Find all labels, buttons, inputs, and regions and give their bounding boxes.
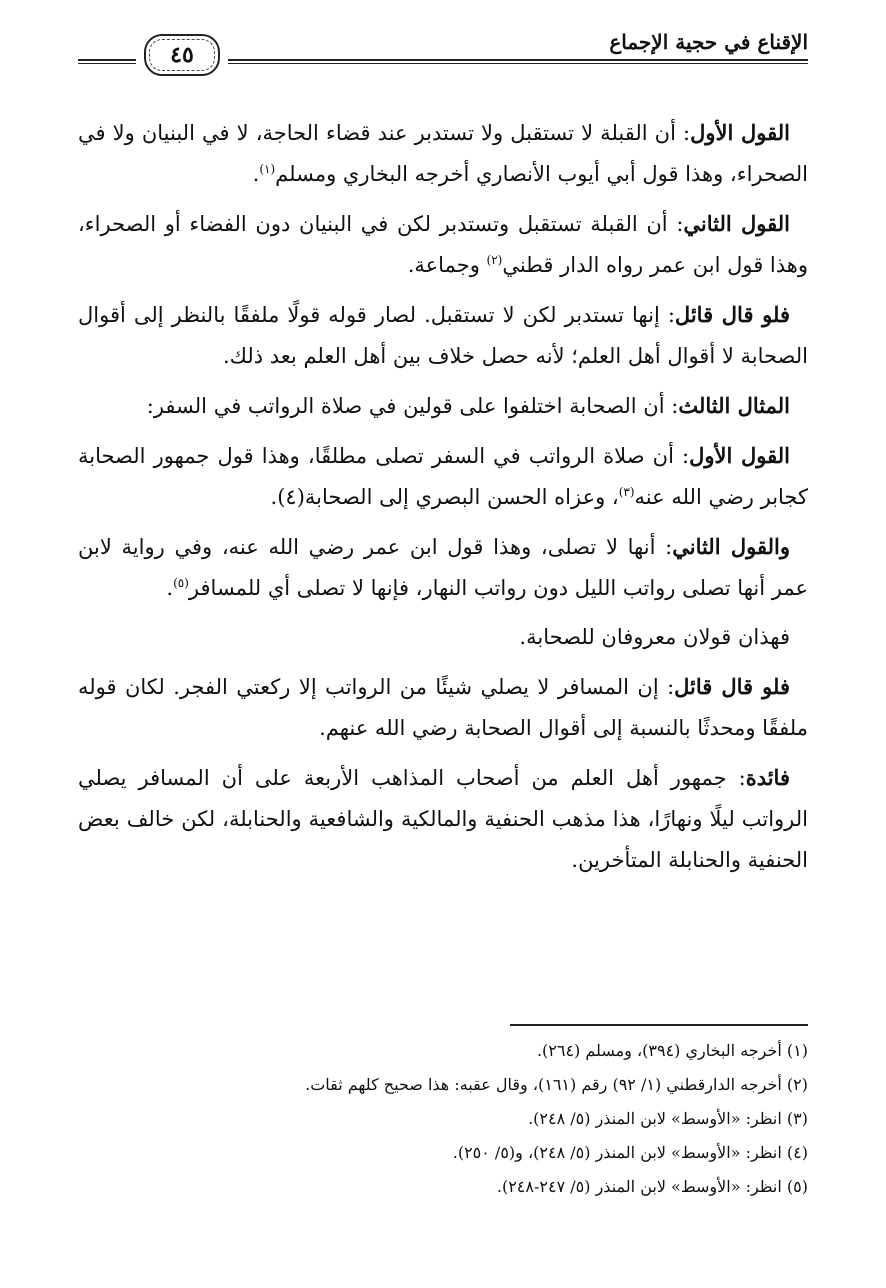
paragraph-text: فهذان قولان معروفان للصحابة.: [519, 625, 790, 649]
paragraph: [78, 294, 808, 377]
footnote: (٤) انظر: «الأوسط» لابن المنذر (٥/ ٢٤٨)، و(٥/ ٢٥٠).: [452, 1143, 808, 1162]
paragraph-text: : إن المسافر لا يصلي شيئًا من الرواتب إلا ركعتي الفجر. لكان قوله ملفقًا ومحدثًا بالنسبة إلى أقوال الصحابة رضي الله عنهم.: [78, 675, 808, 740]
page-number: ٤٥: [144, 34, 220, 76]
header-rule-short: [78, 59, 136, 64]
paragraph-tail: وجماعة.: [407, 253, 487, 277]
paragraph-text: : إنها تستدبر لكن لا تستقبل. لصار قوله قولًا ملفقًا بالنظر إلى أقوال الصحابة لا أقوال أهل العلم؛ لأنه حصل خلاف بين أهل العلم بعد ذلك.: [78, 303, 808, 368]
footnote-ref[interactable]: (٢): [486, 253, 503, 267]
paragraph-lead: فلو قال قائل: [674, 674, 790, 699]
paragraph-lead: المثال الثالث: [678, 393, 790, 418]
paragraph: [78, 617, 808, 658]
paragraph: [78, 757, 808, 881]
footnote: (٢) أخرجه الدارقطني (١/ ٩٢) رقم (١٦١)، وقال عقبه: هذا صحيح كلهم ثقات.: [305, 1075, 808, 1094]
paragraph-tail: .: [166, 576, 174, 600]
paragraph: [78, 526, 808, 609]
header-rule: [228, 59, 808, 64]
footnotes: [78, 1034, 808, 1204]
footnote-ref[interactable]: (٣): [618, 485, 635, 499]
paragraph-text: : أن الصحابة اختلفوا على قولين في صلاة الرواتب في السفر:: [146, 394, 679, 418]
paragraph-tail: .: [252, 162, 260, 186]
paragraph-lead: والقول الثاني: [672, 534, 790, 559]
paragraph-text: : أن القبلة لا تستقبل ولا تستدبر عند قضاء الحاجة، لا في البنيان ولا في الصحراء، وهذا قول أبي أيوب الأنصاري أخرجه البخاري ومسلم: [78, 121, 808, 186]
paragraph-lead: القول الأول: [689, 443, 791, 468]
paragraph: [78, 385, 808, 427]
footnote: (٣) انظر: «الأوسط» لابن المنذر (٥/ ٢٤٨).: [528, 1109, 808, 1128]
footnote-separator: [510, 1024, 808, 1026]
running-title: الإقناع في حجية الإجماع: [609, 30, 808, 54]
footnote: (١) أخرجه البخاري (٣٩٤)، ومسلم (٢٦٤).: [536, 1041, 808, 1060]
paragraph: [78, 666, 808, 749]
footnote: (٥) انظر: «الأوسط» لابن المنذر (٥/ ٢٤٧-٢٤٨).: [496, 1177, 808, 1196]
paragraph: [78, 203, 808, 286]
footnote-ref[interactable]: (٥): [173, 576, 189, 590]
paragraph-tail: ، وعزاه الحسن البصري إلى الصحابة(٤).: [270, 485, 619, 509]
footnote-ref[interactable]: (١): [259, 162, 276, 176]
paragraph-text: : أنها لا تصلى، وهذا قول ابن عمر رضي الله عنه، وفي رواية لابن عمر أنها تصلى رواتب الليل دون رواتب النهار، فإنها لا تصلى أي للمسافر: [78, 535, 808, 600]
paragraph-lead: القول الأول: [690, 120, 791, 145]
paragraph-lead: القول الثاني: [683, 211, 790, 236]
main-text: [78, 112, 808, 889]
paragraph: [78, 112, 808, 195]
paragraph-lead: فلو قال قائل: [674, 302, 791, 327]
paragraph-text: : أن صلاة الرواتب في السفر تصلى مطلقًا، وهذا قول جمهور الصحابة كجابر رضي الله عنه: [78, 444, 808, 509]
paragraph-text: : أن القبلة تستقبل وتستدبر لكن في البنيان دون الفضاء أو الصحراء، وهذا قول ابن عمر رواه الدار قطني: [78, 212, 808, 277]
paragraph-text: : جمهور أهل العلم من أصحاب المذاهب الأربعة على أن المسافر يصلي الرواتب ليلًا ونهارًا، هذا مذهب الحنفية والمالكية والشافعية والحنابلة، لكن خالف بعض الحنفية والحنابلة المتأخرين.: [78, 766, 808, 872]
paragraph: [78, 435, 808, 518]
page-header: [78, 28, 808, 80]
paragraph-lead: فائدة: [745, 765, 790, 790]
